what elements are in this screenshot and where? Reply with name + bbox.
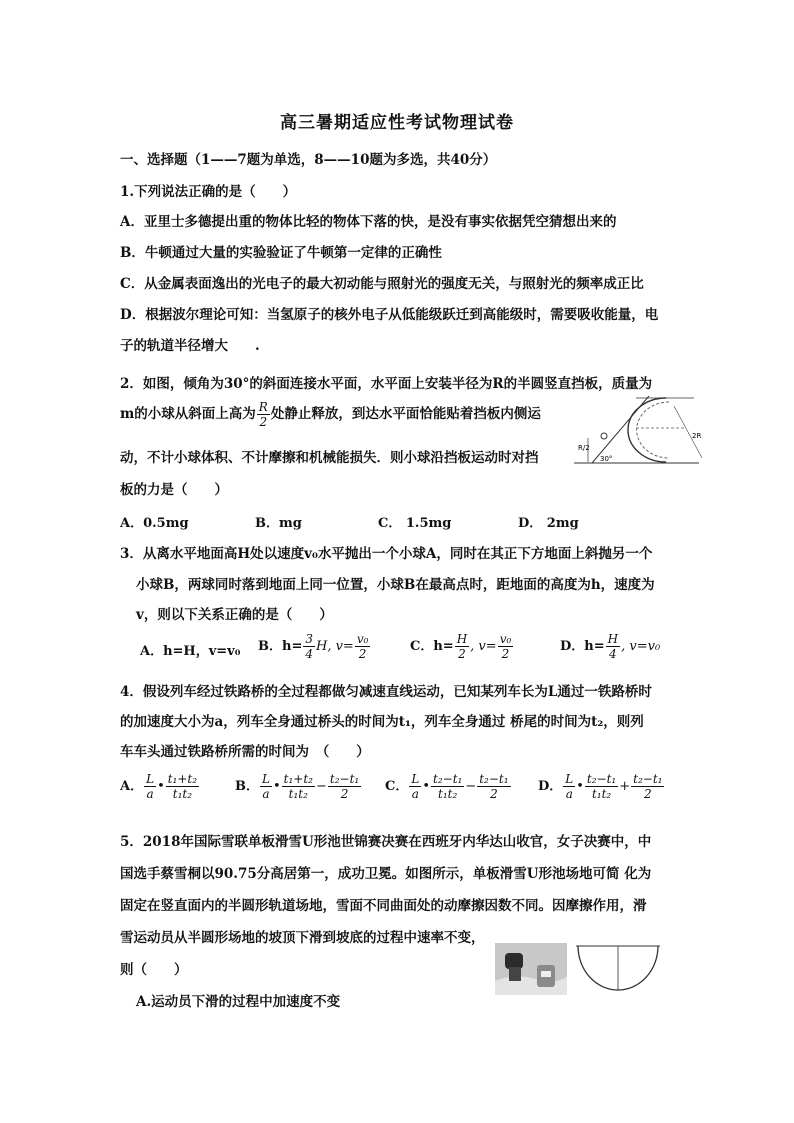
frac-denominator: 4 [305,647,313,661]
q3-d-mid: , v=v₀ [621,639,661,654]
q5-line1: 5．2018年国际雪联单板滑雪U形池世锦赛决赛在西班牙内华达山收官，女子决赛中，中 [120,834,652,850]
q4-b-frac-t [282,772,315,801]
q2-option-b: B．mg [255,516,302,531]
q2-line2 [120,400,541,429]
frac-numerator: t₂−t₁ [329,772,360,786]
q4-option-a [120,772,200,801]
q3-line2: 小球B，两球同时落到地面上同一位置，小球B在最高点时，距地面的高度为h，速度为 [136,577,655,593]
frac-denominator: t₁t₂ [438,787,458,801]
q3-option-b [258,632,371,661]
frac-denominator: a [262,787,270,801]
frac-numerator: t₂−t₁ [633,772,663,786]
q4-d-frac-half [631,772,664,801]
q3-d-h-frac [606,632,620,661]
section-heading: 一、选择题（1——7题为单选，8——10题为多选，共40分） [120,152,497,168]
frac-numerator: R [258,400,268,414]
q1-option-c: C．从金属表面逸出的光电子的最大初动能与照射光的强度无关，与照射光的频率成正比 [120,276,644,292]
frac-numerator: t₁+t₂ [283,772,313,786]
q3-line1: 3．从离水平地面高H处以速度v₀水平抛出一个小球A，同时在其正下方地面上斜抛另一个 [120,546,653,562]
frac-numerator: L [565,772,574,786]
q1-stem: 1.下列说法正确的是（ ） [120,184,297,200]
frac-denominator: 2 [490,787,498,801]
q4-d-plus: + [619,779,631,794]
q4-b-frac-l [260,772,272,801]
q1-option-a: A．亚里士多德提出重的物体比轻的物体下落的快，是没有事实依据凭空猜想出来的 [120,214,617,230]
q2-option-c: C． 1.5mg [378,516,452,531]
q4-option-b [235,772,362,801]
q4-c-frac-half [477,772,510,801]
frac-denominator: 2 [358,647,367,661]
q3-b-mid: H, v= [315,639,354,654]
frac-numerator: L [262,772,270,786]
q4-d-frac-t [585,772,618,801]
q2-height-fraction [257,400,270,429]
frac-denominator: 2 [259,415,268,429]
q1-option-d-line1: D．根据波尔理论可知：当氢原子的核外电子从低能级跃迁到高能级时，需要吸收能量，电 [120,307,659,323]
q2-option-a: A．0.5mg [120,516,189,531]
q4-line1: 4．假设列车经过铁路桥的全过程都做匀减速直线运动，已知某列车长为L通过一铁路桥时 [120,684,652,700]
q4-b-letter: B． [235,779,259,794]
q3-line3: v，则以下关系正确的是（ ） [136,607,333,623]
frac-denominator: 4 [609,647,617,661]
q5-line2: 国选手蔡雪桐以90.75分高居第一，成功卫冕。如图所示，单板滑雪U形池场地可简 化为 [120,866,652,882]
q3-c-mid: , v= [470,639,497,654]
fig-label-2r: 2R [692,432,702,440]
q4-b-dot: • [272,779,281,794]
q3-c-prefix: C．h= [410,639,454,654]
frac-denominator: a [146,787,154,801]
q2-figure [574,388,714,468]
frac-numerator: t₁+t₂ [167,772,198,786]
fig-label-angle: 30° [600,455,613,463]
q4-a-dot: • [157,779,165,794]
q3-b-prefix: B．h= [258,639,303,654]
frac-numerator: L [411,772,420,786]
frac-denominator: a [565,787,573,801]
q3-option-d [560,632,660,661]
frac-numerator: t₂−t₁ [479,772,509,786]
frac-denominator: 2 [340,787,349,801]
q3-option-c [410,632,514,661]
q4-a-letter: A． [120,779,144,794]
frac-numerator: H [456,632,468,646]
q2-line4: 板的力是（ ） [120,482,228,498]
q4-c-frac-l [409,772,421,801]
fig-label-half-r: R/2 [578,444,590,452]
frac-denominator: a [411,787,419,801]
frac-numerator: 3 [305,632,313,646]
q4-a-frac-l [144,772,156,801]
q5-option-a: A.运动员下滑的过程中加速度不变 [136,994,341,1010]
frac-numerator: t₂−t₁ [433,772,463,786]
frac-numerator: H [607,632,619,646]
frac-denominator: t₁t₂ [288,787,308,801]
q2-line2-end: 处静止释放，到达水平面恰能贴着挡板内侧运 [270,406,541,422]
q5-line5: 则（ ） [120,962,188,978]
q2-line2-start: m的小球从斜面上高为 [120,406,256,422]
q4-b-minus: − [315,779,327,794]
q4-c-letter: C． [385,779,409,794]
halfpipe-figure [573,940,663,996]
q3-c-h-frac [455,632,469,661]
frac-numerator: v₀ [499,632,512,646]
q4-a-frac-t [166,772,199,801]
page-title: 高三暑期适应性考试物理试卷 [280,113,514,133]
q3-d-prefix: D．h= [560,639,605,654]
frac-numerator: v₀ [356,632,369,646]
q4-line3: 车车头通过铁路桥所需的时间为 （ ） [120,744,370,760]
frac-denominator: 2 [501,647,510,661]
q4-d-letter: D． [538,779,563,794]
q4-d-dot: • [576,779,584,794]
q2-line3: 动，不计小球体积、不计摩擦和机械能损失．则小球沿挡板运动时对挡 [120,450,539,466]
q3-b-v-frac [355,632,371,661]
q3-c-v-frac [498,632,514,661]
q4-b-frac-half [328,772,361,801]
q2-option-d: D． 2mg [518,516,579,531]
snowboard-photo [495,943,567,995]
q4-c-minus: − [465,779,477,794]
q5-line4: 雪运动员从半圆形场地的坡顶下滑到坡底的过程中速率不变， [120,930,485,946]
q5-line3: 固定在竖直面内的半圆形轨道场地，雪面不同曲面处的动摩擦因数不同。因摩擦作用，滑 [120,898,647,914]
q4-c-frac-t [431,772,464,801]
q3-option-a: A．h=H，v=v₀ [140,644,241,659]
frac-denominator: t₁t₂ [172,787,193,801]
q4-option-c [385,772,512,801]
q4-c-dot: • [422,779,430,794]
frac-numerator: t₂−t₁ [586,772,617,786]
q1-option-d-line2: 子的轨道半径增大 . [120,338,260,354]
q1-option-b: B．牛顿通过大量的实验验证了牛顿第一定律的正确性 [120,245,442,261]
q4-line2: 的加速度大小为a，列车全身通过桥头的时间为t₁，列车全身通过 桥尾的时间为t₂，则列 [120,714,644,730]
q2-line1: 2．如图，倾角为30°的斜面连接水平面，水平面上安装半径为R的半圆竖直挡板，质量为 [120,376,653,392]
q4-d-frac-l [563,772,575,801]
frac-denominator: 2 [458,647,466,661]
frac-denominator: t₁t₂ [591,787,612,801]
q4-option-d [538,772,665,801]
frac-denominator: 2 [644,787,652,801]
q3-b-h-frac [303,632,315,661]
frac-numerator: L [146,772,155,786]
